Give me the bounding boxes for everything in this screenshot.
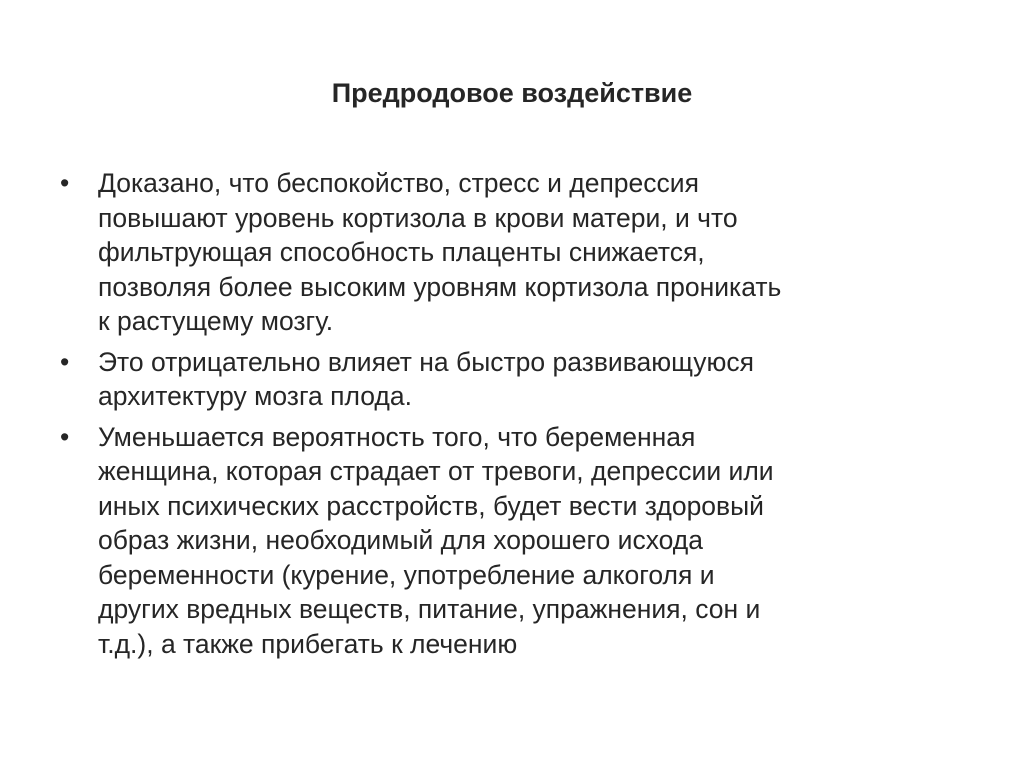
bullet-item xyxy=(60,345,960,414)
bullet-line: повышают уровень кортизола в крови матери, и что xyxy=(98,202,738,233)
bullet-line: к растущему мозгу. xyxy=(98,306,334,336)
bullet-line: архитектуру мозга плода. xyxy=(98,381,412,411)
bullet-line: женщина, которая страдает от тревоги, депрессии или xyxy=(98,456,774,486)
bullet-marker: • xyxy=(60,421,70,452)
bullet-line: Доказано, что беспокойство, стресс и депрессия xyxy=(98,168,699,198)
bullet-marker: • xyxy=(60,346,70,377)
bullet-item xyxy=(60,166,960,339)
bullet-line: образ жизни, необходимый для хорошего исхода xyxy=(98,525,704,555)
bullet-line: иных психических расстройств, будет вести здоровый xyxy=(98,490,764,521)
bullet-line: Уменьшается вероятность того, что беременная xyxy=(98,421,696,452)
bullet-line: фильтрующая способность плаценты снижается, xyxy=(98,237,705,267)
bullet-item xyxy=(60,420,960,662)
slide-title: Предродовое воздействие xyxy=(331,78,693,108)
bullet-line: т.д.), а также прибегать к лечению xyxy=(98,628,518,659)
bullet-list xyxy=(60,166,960,667)
bullet-line: позволяя более высоким уровням кортизола проникать xyxy=(98,271,782,302)
bullet-line: других вредных веществ, питание, упражнения, сон и xyxy=(98,594,761,624)
bullet-line: Это отрицательно влияет на быстро развивающуюся xyxy=(98,346,754,377)
bullet-line: беременности (курение, употребление алкоголя и xyxy=(98,559,715,590)
bullet-marker: • xyxy=(60,168,70,198)
